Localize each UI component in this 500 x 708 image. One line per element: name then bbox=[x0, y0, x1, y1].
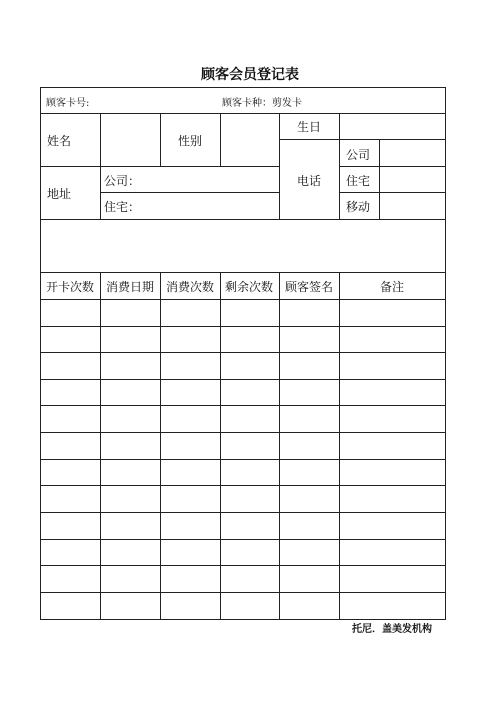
card-type-label: 顾客卡种：剪发卡 bbox=[222, 98, 302, 109]
phone-mobile-label: 移动 bbox=[346, 200, 371, 214]
member-registration-form bbox=[40, 87, 446, 620]
table-row-line bbox=[40, 405, 446, 406]
table-vline-5 bbox=[339, 272, 340, 620]
table-row-line bbox=[40, 485, 446, 486]
table-row-line bbox=[40, 565, 446, 566]
gender-label: 性别 bbox=[178, 134, 203, 148]
info-hline-phone-1 bbox=[339, 166, 446, 167]
address-home-label: 住宅： bbox=[104, 200, 141, 214]
table-vline-3 bbox=[220, 272, 221, 620]
name-label: 姓名 bbox=[47, 134, 72, 148]
col-header-remaining-count: 剩余次数 bbox=[225, 280, 274, 294]
col-header-consume-date: 消费日期 bbox=[106, 280, 155, 294]
birthday-label: 生日 bbox=[297, 120, 322, 134]
table-row-line bbox=[40, 352, 446, 353]
address-label: 地址 bbox=[47, 187, 72, 201]
table-row-line bbox=[40, 326, 446, 327]
form-title: 顾客会员登记表 bbox=[201, 67, 299, 83]
table-row-line bbox=[40, 592, 446, 593]
info-hline-birthday bbox=[279, 139, 446, 140]
info-hline-address bbox=[100, 192, 280, 193]
info-vline-6 bbox=[379, 139, 380, 219]
border-top bbox=[40, 87, 446, 88]
col-header-remarks: 备注 bbox=[380, 280, 405, 294]
col-header-consume-count: 消费次数 bbox=[166, 280, 215, 294]
table-vline-2 bbox=[160, 272, 161, 620]
info-hline-phone-2 bbox=[339, 192, 446, 193]
col-header-opening-count: 开卡次数 bbox=[46, 280, 95, 294]
table-vline-4 bbox=[279, 272, 280, 620]
info-vline-3 bbox=[220, 113, 221, 167]
info-bottom bbox=[40, 219, 446, 220]
card-number-label: 顾客卡号: bbox=[46, 98, 90, 109]
info-hline-name bbox=[40, 166, 280, 167]
phone-company-label: 公司 bbox=[346, 148, 371, 162]
info-vline-2 bbox=[160, 113, 161, 167]
table-row-line bbox=[40, 459, 446, 460]
address-company-label: 公司： bbox=[104, 174, 141, 188]
col-header-customer-signature: 顾客签名 bbox=[285, 280, 334, 294]
table-row-line bbox=[40, 432, 446, 433]
table-row-line bbox=[40, 512, 446, 513]
phone-home-label: 住宅 bbox=[346, 174, 371, 188]
organization-footer: 托尼．盖美发机构 bbox=[352, 624, 432, 635]
table-vline-1 bbox=[100, 272, 101, 620]
phone-label: 电话 bbox=[297, 174, 322, 188]
table-row-line bbox=[40, 539, 446, 540]
table-row-line bbox=[40, 379, 446, 380]
